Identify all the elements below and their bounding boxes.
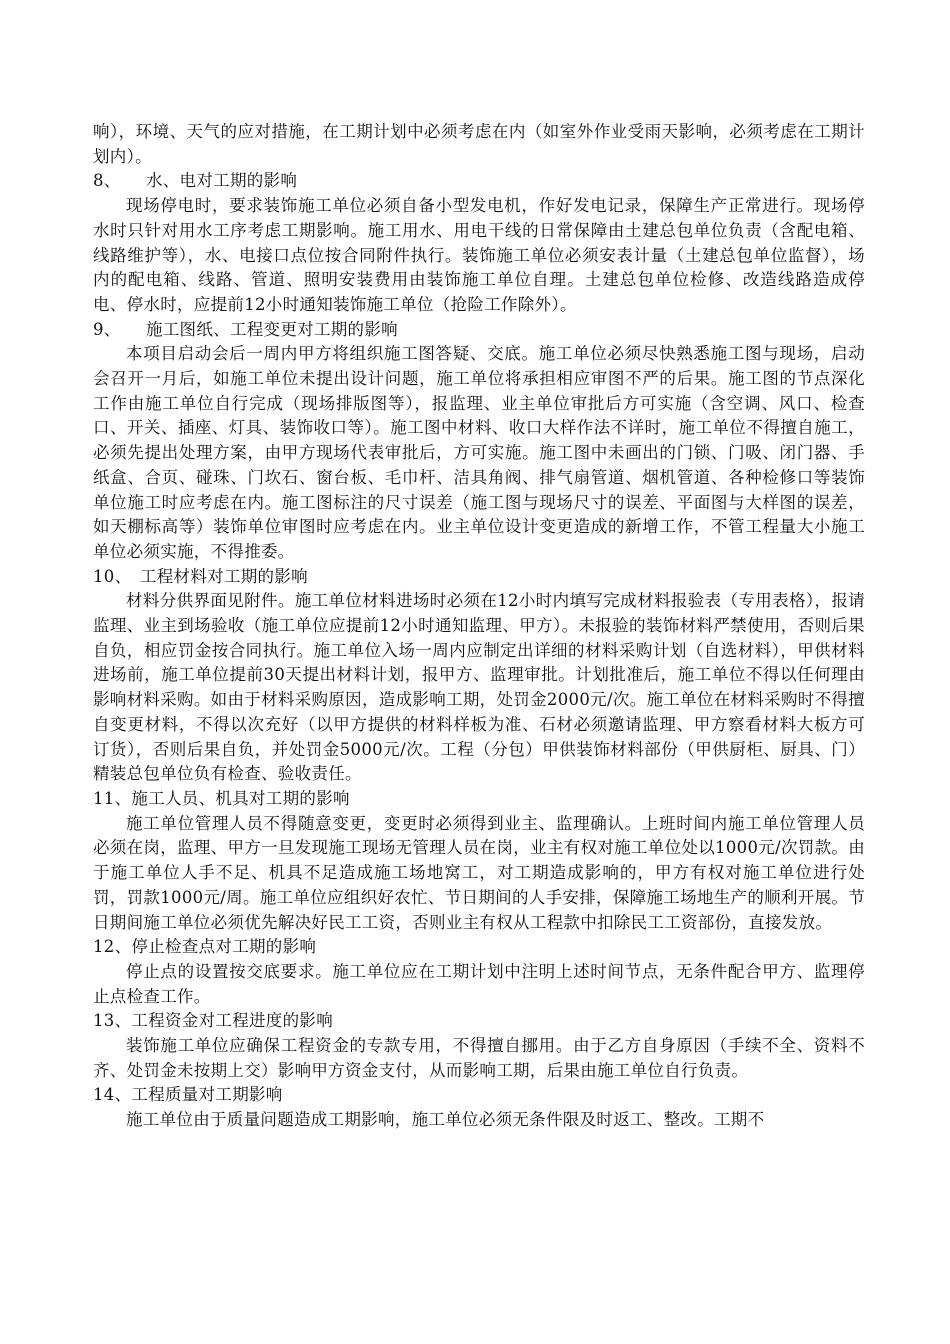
section-12-body: 停止点的设置按交底要求。施工单位应在工期计划中注明上述时间节点，无条件配合甲方、监理停止点检查工作。 xyxy=(93,961,865,1006)
intro-continuation-paragraph: 响），环境、天气的应对措施，在工期计划中必须考虑在内（如室外作业受雨天影响，必须考虑在工期计划内）。 xyxy=(93,122,865,166)
section-10-heading: 10、 工程材料对工期的影响 xyxy=(93,566,308,586)
section-11-body: 施工单位管理人员不得随意变更，变更时必须得到业主、监理确认。上班时间内施工单位管理人员必须在岗，监理、甲方一旦发现施工现场无管理人员在岗，业主有权对施工单位处以1000元/次罚款。由于施工单位人手不足、机具不足造成施工场地窝工，对工期造成影响的，甲方有权对施工单位进行处罚，罚款1000元/周。施工单位应组织好农忙、节日期间的人手安排，保障施工场地生产的顺利开展。节日期间施工单位必须优先解决好民工工资，否则业主有权从工程款中扣除民工工资部份，直接发放。 xyxy=(93,813,865,932)
section-14-heading: 14、工程质量对工期影响 xyxy=(93,1085,283,1105)
section-8-heading: 8、 水、电对工期的影响 xyxy=(93,171,298,191)
section-13-heading: 13、工程资金对工程进度的影响 xyxy=(93,1011,333,1031)
document-body xyxy=(93,120,865,1133)
section-9-body: 本项目启动会后一周内甲方将组织施工图答疑、交底。施工单位必须尽快熟悉施工图与现场，启动会召开一月后，如施工单位未提出设计问题，施工单位将承担相应审图不严的后果。施工图的节点深化工作由施工单位自行完成（现场排版图等），报监理、业主单位审批后方可实施（含空调、风口、检查口、开关、插座、灯具、装饰收口等）。施工图中材料、收口大样作法不详时，施工单位不得擅自施工，必须先提出处理方案，由甲方现场代表审批后，方可实施。施工图中未画出的门锁、门吸、闭门器、手纸盒、合页、碰珠、门坎石、窗台板、毛巾杆、洁具角阀、排气扇管道、烟机管道、各种检修口等装饰单位施工时应考虑在内。施工图标注的尺寸误差（施工图与现场尺寸的误差、平面图与大样图的误差，如天棚标高等）装饰单位审图时应考虑在内。业主单位设计变更造成的新增工作，不管工程量大小施工单位必须实施，不得推委。 xyxy=(93,344,865,561)
section-11-heading: 11、施工人员、机具对工期的影响 xyxy=(93,788,350,808)
section-13-body: 装饰施工单位应确保工程资金的专款专用，不得擅自挪用。由于乙方自身原因（手续不全、资料不齐、处罚金未按期上交）影响甲方资金支付，从而影响工期，后果由施工单位自行负责。 xyxy=(93,1036,865,1080)
section-12-heading: 12、停止检查点对工期的影响 xyxy=(93,937,317,957)
section-9-heading: 9、 施工图纸、工程变更对工期的影响 xyxy=(93,319,398,339)
section-14-body: 施工单位由于质量问题造成工期影响，施工单位必须无条件限及时返工、整改。工期不 xyxy=(126,1110,765,1130)
section-8-body: 现场停电时，要求装饰施工单位必须自备小型发电机，作好发电记录，保障生产正常进行。现场停水时只针对用水工序考虑工期影响。施工用水、用电干线的日常保障由土建总包单位负责（含配电箱、线路维护等），水、电接口点位按合同附件执行。装饰施工单位必须安表计量（土建总包单位监督），场内的配电箱、线路、管道、照明安装费用由装饰施工单位自理。土建总包单位检修、改造线路造成停电、停水时，应提前12小时通知装饰施工单位（抢险工作除外）。 xyxy=(93,196,865,314)
section-10-body: 材料分供界面见附件。施工单位材料进场时必须在12小时内填写完成材料报验表（专用表格），报请监理、业主到场验收（施工单位应提前12小时通知监理、甲方）。未报验的装饰材料严禁使用，否则后果自负，相应罚金按合同执行。施工单位入场一周内应制定出详细的材料采购计划（自选材料），甲供材料进场前，施工单位提前30天提出材料计划，报甲方、监理审批。计划批准后，施工单位不得以任何理由影响材料采购。如由于材料采购原因，造成影响工期，处罚金2000元/次。施工单位在材料采购时不得擅自变更材料，不得以次充好（以甲方提供的材料样板为准、石材必须邀请监理、甲方察看材料大板方可订货），否则后果自负，并处罚金5000元/次。工程（分包）甲供装饰材料部份（甲供厨柜、厨具、门）精装总包单位负有检查、验收责任。 xyxy=(93,591,865,784)
